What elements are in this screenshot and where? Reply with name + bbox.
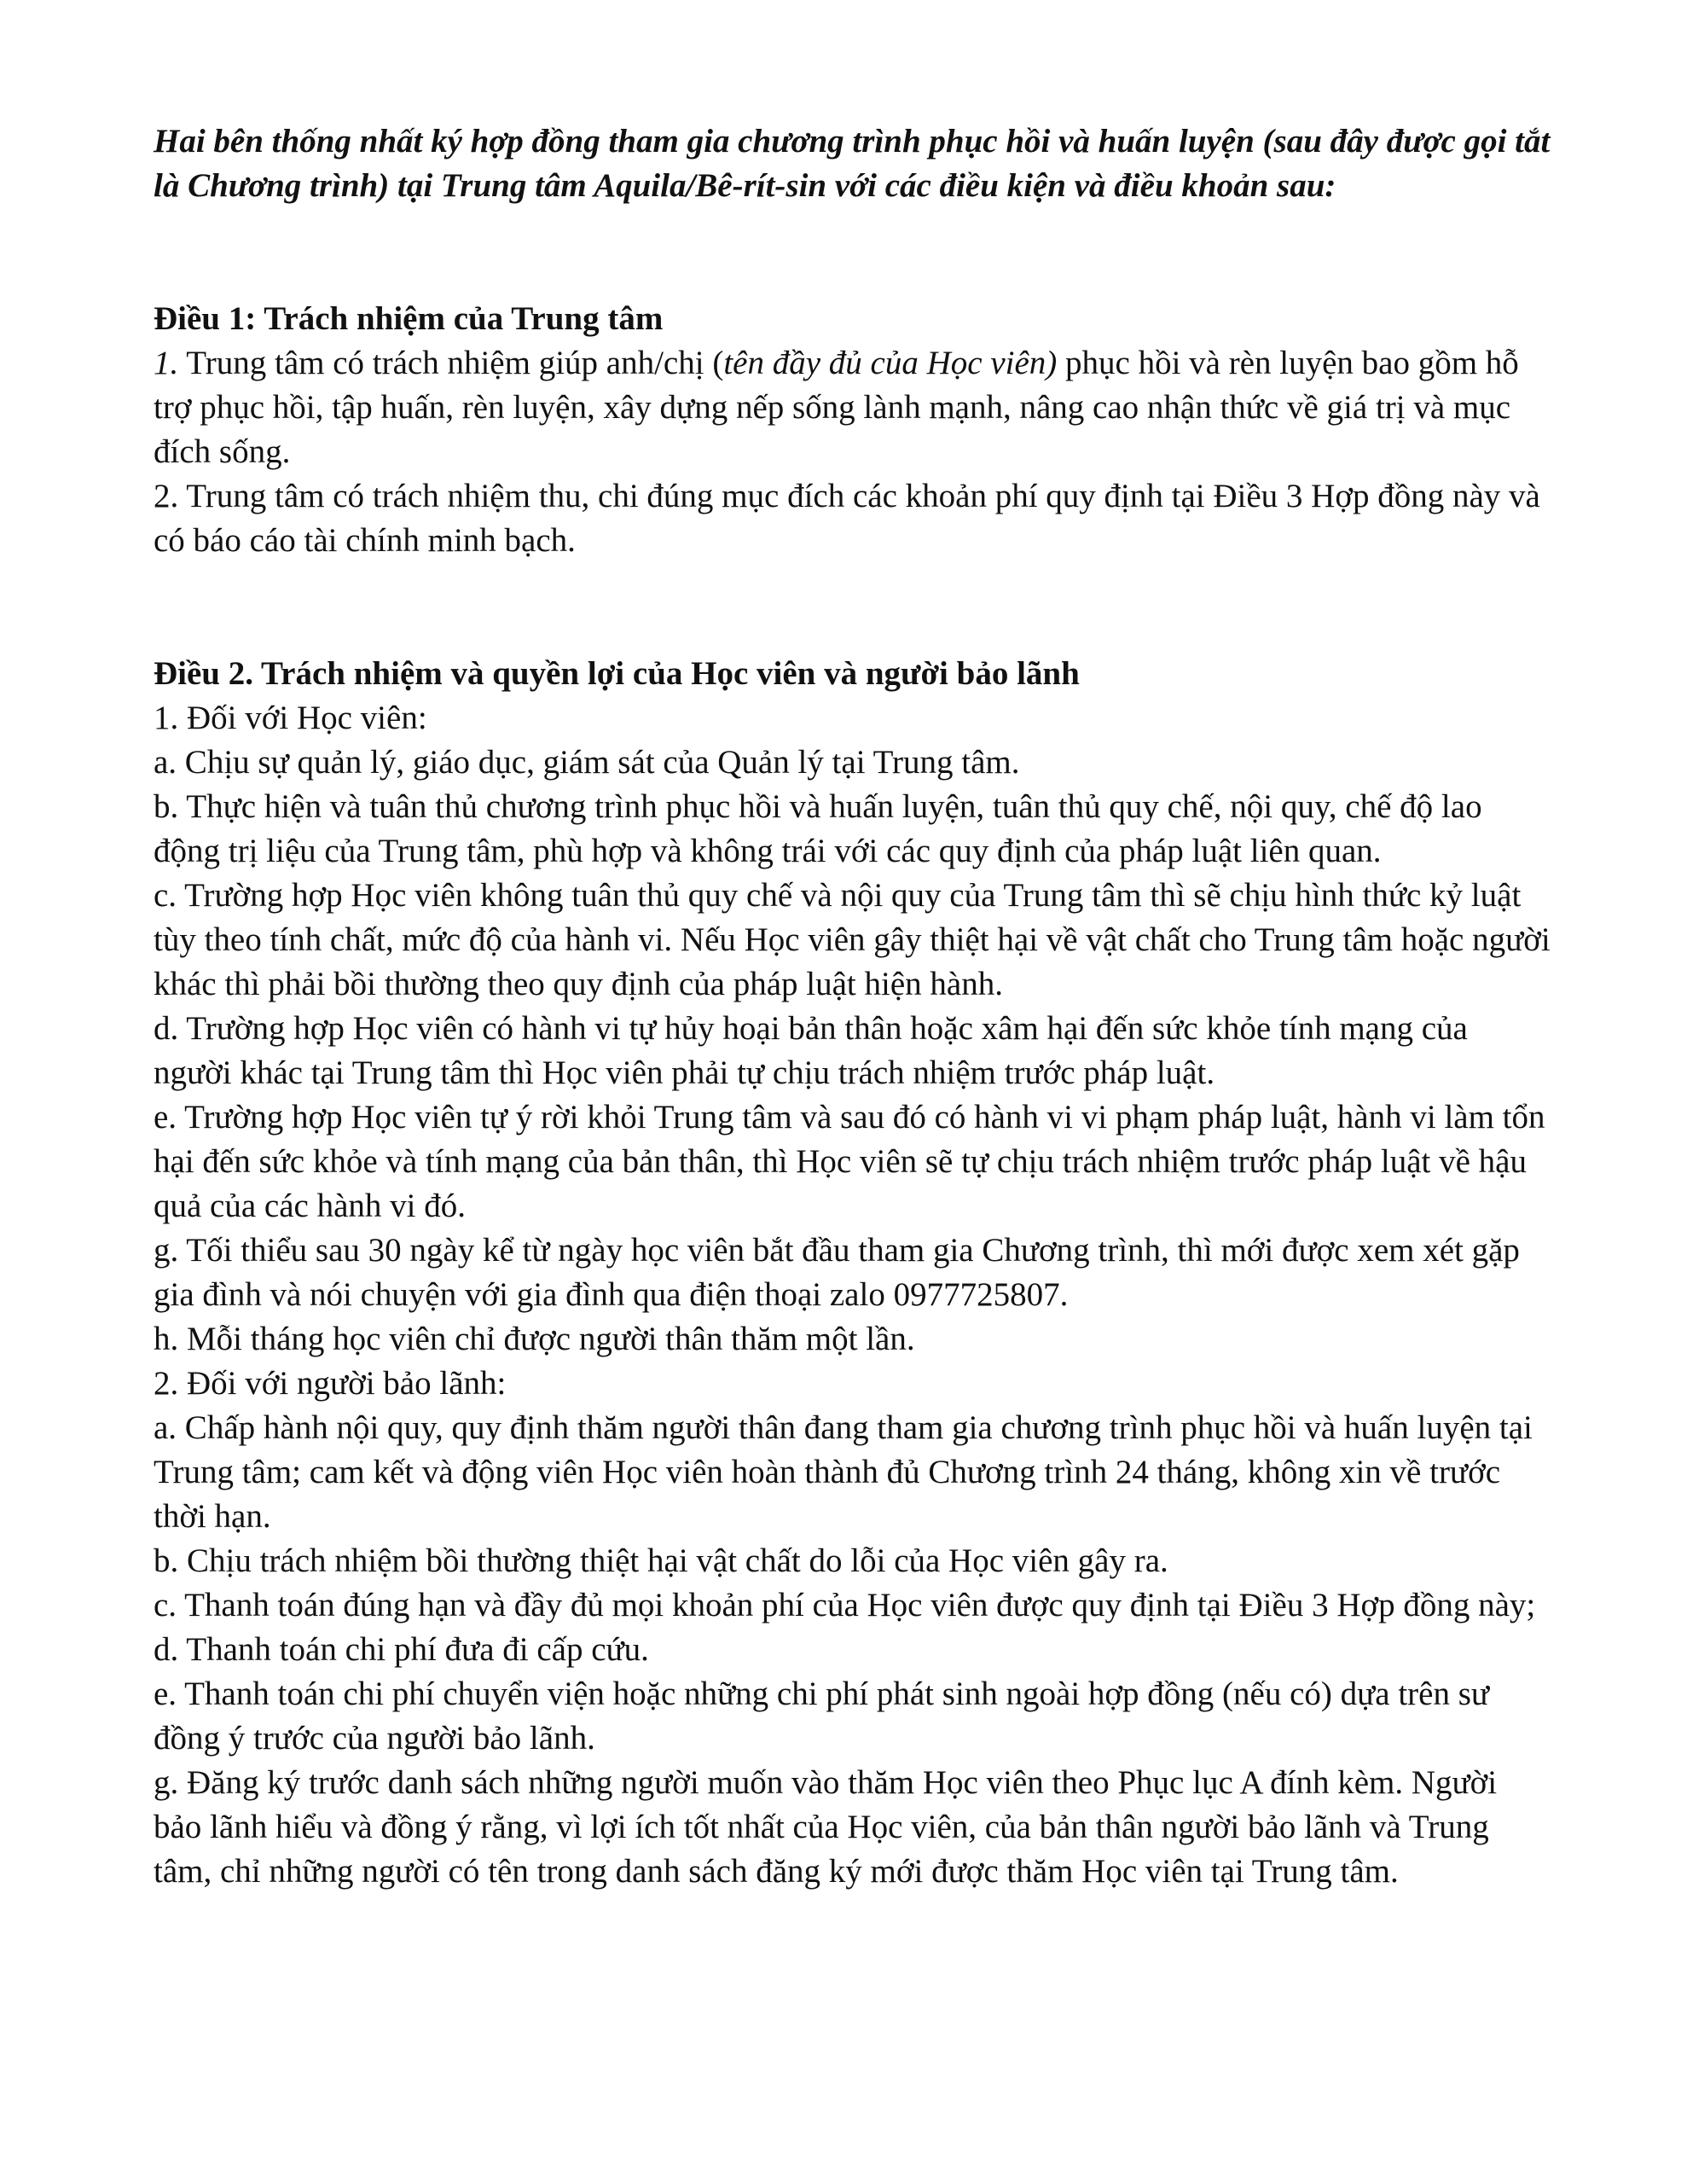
student-item-b: b. Thực hiện và tuân thủ chương trình phục hồi và huấn luyện, tuân thủ quy chế, nội quy, chế độ lao động trị liệu của Trung tâm, phù hợp và không trái với các quy định của pháp luật liên quan. bbox=[154, 788, 1482, 869]
student-item-g: g. Tối thiểu sau 30 ngày kể từ ngày học viên bắt đầu tham gia Chương trình, thì mới được xem xét gặp gia đình và nói chuyện với gia đình qua điện thoại zalo 0977725807. bbox=[154, 1232, 1520, 1313]
article-1-item-1 bbox=[154, 341, 1552, 474]
intro-paragraph: Hai bên thống nhất ký hợp đồng tham gia chương trình phục hồi và huấn luyện (sau đây được gọi tắt là Chương trình) tại Trung tâm Aquila/Bê-rít-sin với các điều kiện và điều khoản sau: bbox=[154, 123, 1551, 204]
guarantor-item-d: d. Thanh toán chi phí đưa đi cấp cứu. bbox=[154, 1631, 649, 1668]
guarantor-item-a: a. Chấp hành nội quy, quy định thăm người thân đang tham gia chương trình phục hồi và huấn luyện tại Trung tâm; cam kết và động viên Học viên hoàn thành đủ Chương trình 24 tháng, không xin về trước thời hạn. bbox=[154, 1409, 1533, 1535]
guarantor-item-g: g. Đăng ký trước danh sách những người muốn vào thăm Học viên theo Phục lục A đính kèm. Người bảo lãnh hiểu và đồng ý rằng, vì lợi ích tốt nhất của Học viên, của bản thân người bảo lãnh và Trung tâm, chỉ những người có tên trong danh sách đăng ký mới được thăm Học viên tại Trung tâm. bbox=[154, 1764, 1498, 1890]
document-page bbox=[154, 119, 1552, 1894]
article-2-heading: Điều 2. Trách nhiệm và quyền lợi của Học viên và người bảo lãnh bbox=[154, 655, 1080, 692]
student-item-h: h. Mỗi tháng học viên chỉ được người thân thăm một lần. bbox=[154, 1321, 915, 1357]
article-1-item-1-text-a: Trung tâm có trách nhiệm giúp anh/chị ( bbox=[178, 345, 724, 381]
student-item-a: a. Chịu sự quản lý, giáo dục, giám sát của Quản lý tại Trung tâm. bbox=[154, 744, 1020, 781]
student-section-title: 1. Đối với Học viên: bbox=[154, 700, 427, 736]
article-1-heading: Điều 1: Trách nhiệm của Trung tâm bbox=[154, 300, 664, 337]
article-1-item-1-italic: tên đầy đủ của Học viên) bbox=[723, 345, 1058, 381]
guarantor-item-e: e. Thanh toán chi phí chuyển viện hoặc những chi phí phát sinh ngoài hợp đồng (nếu có) dựa trên sư đồng ý trước của người bảo lãnh. bbox=[154, 1676, 1490, 1757]
guarantor-section-title: 2. Đối với người bảo lãnh: bbox=[154, 1365, 507, 1402]
spacer bbox=[154, 563, 1552, 652]
guarantor-item-c: c. Thanh toán đúng hạn và đầy đủ mọi khoản phí của Học viên được quy định tại Điều 3 Hợp đồng này; bbox=[154, 1587, 1536, 1623]
article-1-item-2: 2. Trung tâm có trách nhiệm thu, chi đúng mục đích các khoản phí quy định tại Điều 3 Hợp đồng này và có báo cáo tài chính minh bạch. bbox=[154, 478, 1540, 559]
student-item-c: c. Trường hợp Học viên không tuân thủ quy chế và nội quy của Trung tâm thì sẽ chịu hình thức kỷ luật tùy theo tính chất, mức độ của hành vi. Nếu Học viên gây thiệt hại về vật chất cho Trung tâm hoặc người khác thì phải bồi thường theo quy định của pháp luật hiện hành. bbox=[154, 877, 1551, 1002]
article-1-item-1-number: 1. bbox=[154, 345, 179, 381]
guarantor-item-b: b. Chịu trách nhiệm bồi thường thiệt hại vật chất do lỗi của Học viên gây ra. bbox=[154, 1542, 1168, 1579]
spacer bbox=[154, 208, 1552, 297]
student-item-e: e. Trường hợp Học viên tự ý rời khỏi Trung tâm và sau đó có hành vi vi phạm pháp luật, hành vi làm tổn hại đến sức khỏe và tính mạng của bản thân, thì Học viên sẽ tự chịu trách nhiệm trước pháp luật về hậu quả của các hành vi đó. bbox=[154, 1099, 1545, 1224]
student-item-d: d. Trường hợp Học viên có hành vi tự hủy hoại bản thân hoặc xâm hại đến sức khỏe tính mạng của người khác tại Trung tâm thì Học viên phải tự chịu trách nhiệm trước pháp luật. bbox=[154, 1010, 1468, 1091]
article-1-item-1-text-b: phục hồi và rèn luyện bao gồm hỗ trợ phục hồi, tập huấn, rèn luyện, xây dựng nếp sống lành mạnh, nâng cao nhận thức về giá trị và mục đích sống. bbox=[154, 345, 1519, 470]
